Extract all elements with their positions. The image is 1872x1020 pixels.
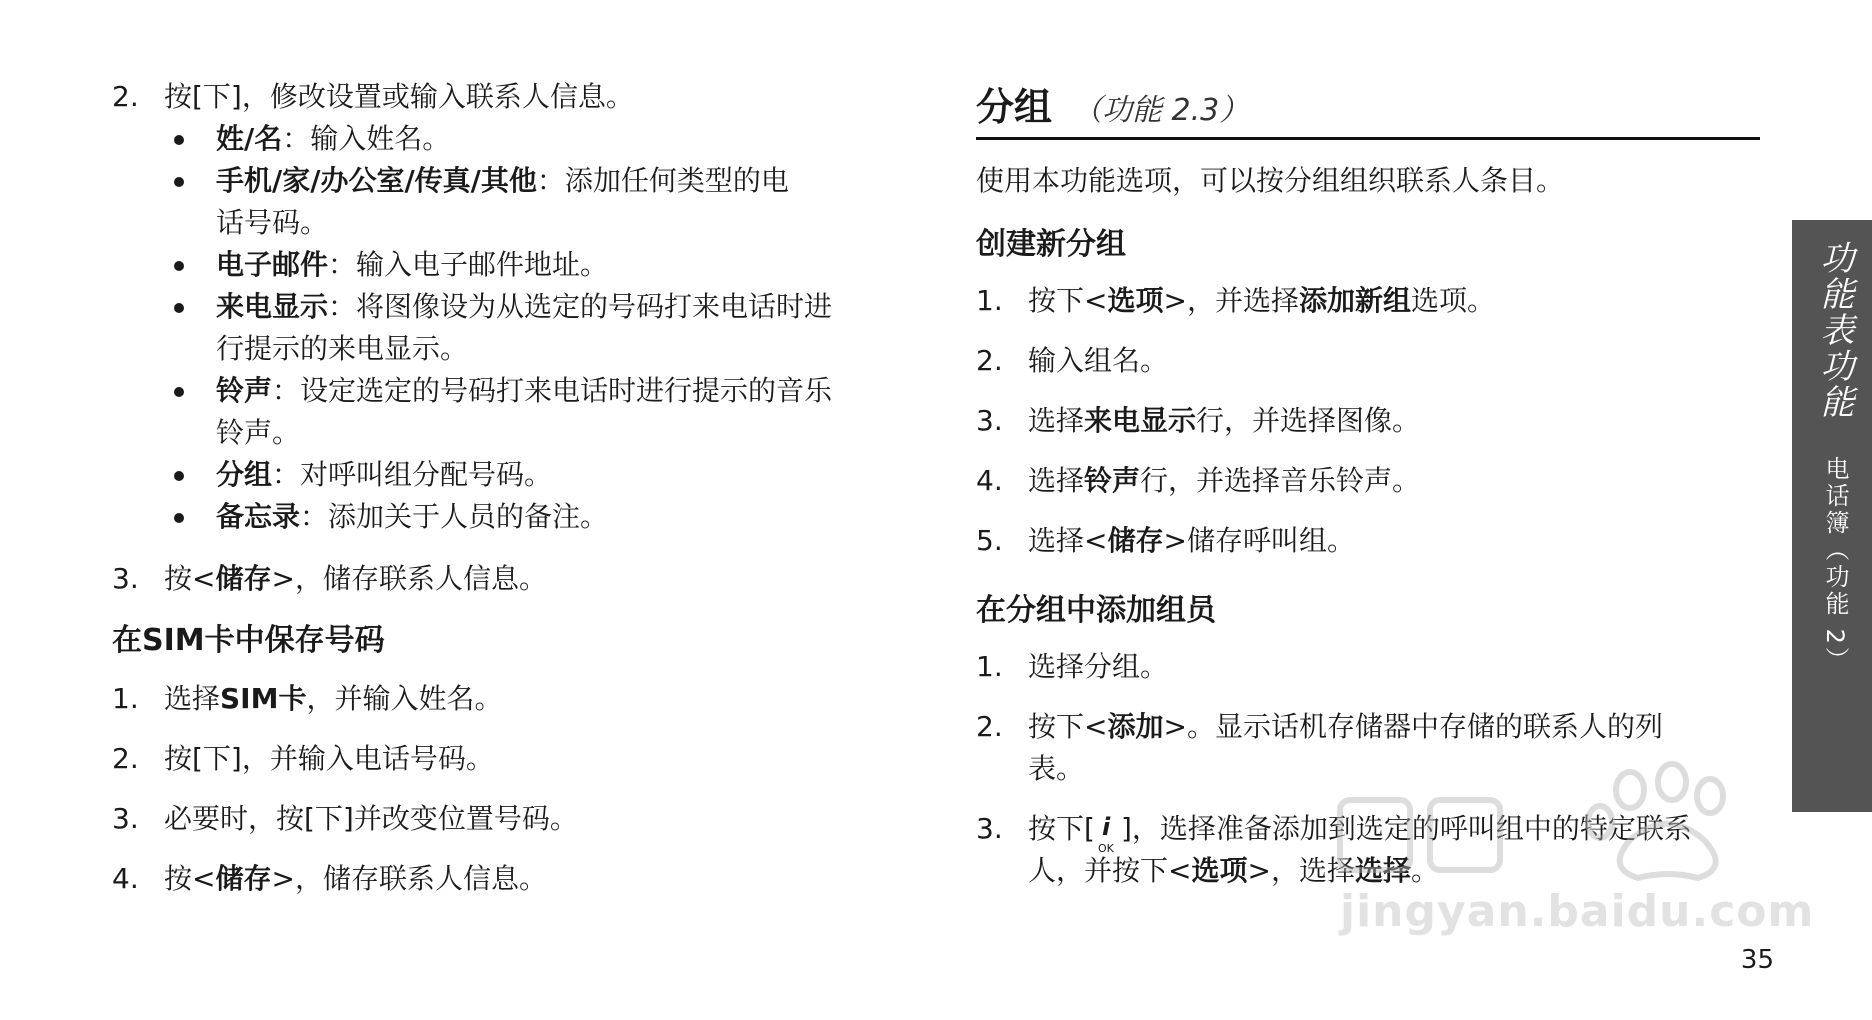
bullet-group <box>112 454 892 496</box>
step-2 <box>112 76 892 118</box>
sim-step-3 <box>112 798 892 840</box>
bullet-term: 来电显示 <box>216 290 329 323</box>
step-bold: 选项 <box>1191 854 1248 887</box>
create-group-heading: 创建新分组 <box>976 227 1126 262</box>
step-text: >。显示话机存储器中存储的联系人的列 <box>1163 710 1663 743</box>
step-text: 按下< <box>1028 284 1108 317</box>
step-text: >，储存联系人信息。 <box>271 862 547 895</box>
bullet-dot <box>174 513 184 523</box>
step-text: 选项。 <box>1410 284 1495 317</box>
bullet-dot <box>174 387 184 397</box>
add-step-3 <box>976 808 1760 892</box>
bullet-desc: ：对呼叫组分配号码。 <box>272 458 553 491</box>
step-text: 选择 <box>1028 404 1085 437</box>
create-step-5 <box>976 520 1760 562</box>
step-number: 2. <box>976 344 1003 377</box>
step-text: 按[下]，并输入电话号码。 <box>164 742 494 775</box>
left-column <box>112 76 892 900</box>
step-number: 3. <box>112 802 139 835</box>
create-step-4 <box>976 460 1760 502</box>
section-subtitle: （功能 2.3） <box>1072 93 1250 128</box>
step-text: 行，并选择音乐铃声。 <box>1140 464 1421 497</box>
add-member-heading: 在分组中添加组员 <box>976 593 1216 628</box>
step-text-cont: 。 <box>1410 854 1439 887</box>
bullet-term: 铃声 <box>216 374 273 407</box>
page-number: 35 <box>1740 945 1774 975</box>
bullet-name <box>112 118 892 160</box>
step-text: >，储存联系人信息。 <box>271 562 547 595</box>
step-number: 2. <box>976 710 1003 743</box>
section-intro: 使用本功能选项，可以按分组组织联系人条目。 <box>976 164 1565 197</box>
step-bold: 选择 <box>1354 854 1411 887</box>
bullet-term: 电子邮件 <box>216 248 329 281</box>
bullet-term: 分组 <box>216 458 273 491</box>
step-number: 4. <box>112 862 139 895</box>
step-text-cont: 人，并按下< <box>1028 854 1192 887</box>
step-text-cont: >，选择 <box>1247 854 1355 887</box>
bullet-desc: ：设定选定的号码打来电话时进行提示的音乐 <box>272 374 833 407</box>
step-bold: 储存 <box>215 562 272 595</box>
step-text: 必要时，按[下]并改变位置号码。 <box>164 802 578 835</box>
bullet-caller-id <box>112 286 892 370</box>
step-bold: 添加新组 <box>1298 284 1411 317</box>
step-text: 按< <box>164 862 216 895</box>
step-number: 4. <box>976 464 1003 497</box>
step-text: >，并选择 <box>1163 284 1299 317</box>
ok-key-i: i <box>1101 813 1111 841</box>
step-bold: 选项 <box>1107 284 1164 317</box>
ok-key-label: OK <box>1097 842 1114 855</box>
bullet-term: 备忘录 <box>216 500 301 533</box>
bullet-term: 姓/名 <box>216 122 283 155</box>
bullet-memo <box>112 496 892 538</box>
bullet-term: 手机/家/办公室/传真/其他 <box>216 164 537 197</box>
step-number: 1. <box>112 682 139 715</box>
bullet-ringtone <box>112 370 892 454</box>
step-text: 按[下]，修改设置或输入联系人信息。 <box>164 80 634 113</box>
sim-heading: 在SIM卡中保存号码 <box>112 623 385 658</box>
create-step-1 <box>976 280 1760 322</box>
bullet-desc-cont: 话号码。 <box>216 206 329 239</box>
add-step-1 <box>976 646 1760 688</box>
bullet-desc-cont: 行提示的来电显示。 <box>216 332 469 365</box>
step-number: 3. <box>976 812 1003 845</box>
bullet-email <box>112 244 892 286</box>
section-title: 分组 <box>976 85 1053 129</box>
field-list <box>112 118 892 538</box>
watermark-text: jingyan.baidu.com <box>1340 886 1815 937</box>
step-text: 按下[ <box>1028 812 1095 845</box>
bullet-dot <box>174 261 184 271</box>
step-text: 输入组名。 <box>1028 344 1169 377</box>
step-bold: 储存 <box>215 862 272 895</box>
bullet-desc: ：添加任何类型的电 <box>536 164 789 197</box>
bullet-dot <box>174 471 184 481</box>
step-text: 选择分组。 <box>1028 650 1169 683</box>
step-text: ]，选择准备添加到选定的呼叫组中的特定联系 <box>1120 812 1692 845</box>
sim-step-1 <box>112 678 892 720</box>
section-header <box>976 76 1760 140</box>
step-text: 行，并选择图像。 <box>1196 404 1421 437</box>
step-text: >储存呼叫组。 <box>1163 524 1355 557</box>
step-text: 按下< <box>1028 710 1108 743</box>
bullet-desc-cont: 铃声。 <box>216 416 301 449</box>
step-bold: 储存 <box>1107 524 1164 557</box>
step-number: 1. <box>976 650 1003 683</box>
right-column <box>976 76 1760 892</box>
step-number: 3. <box>976 404 1003 437</box>
bullet-desc: ：输入姓名。 <box>282 122 451 155</box>
chapter-side-tab <box>1792 220 1872 812</box>
sim-step-4 <box>112 858 892 900</box>
step-text: 选择< <box>1028 524 1108 557</box>
step-number: 1. <box>976 284 1003 317</box>
bullet-desc: ：添加关于人员的备注。 <box>300 500 609 533</box>
step-3 <box>112 558 892 600</box>
bullet-dot <box>174 135 184 145</box>
step-number: 2. <box>112 742 139 775</box>
step-bold: 添加 <box>1107 710 1164 743</box>
bullet-dot <box>174 177 184 187</box>
ok-key-icon <box>1095 810 1121 855</box>
create-step-3 <box>976 400 1760 442</box>
step-text: 选择 <box>164 682 221 715</box>
bullet-desc: ：将图像设为从选定的号码打来电话时进 <box>328 290 833 323</box>
sim-step-2 <box>112 738 892 780</box>
step-number: 3. <box>112 562 139 595</box>
bullet-desc: ：输入电子邮件地址。 <box>328 248 609 281</box>
step-bold: SIM卡 <box>220 682 307 715</box>
side-tab-title: 功能表功能 <box>1814 240 1854 420</box>
bullet-dot <box>174 303 184 313</box>
add-step-2 <box>976 706 1760 790</box>
step-text-cont: 表。 <box>1028 752 1085 785</box>
step-number: 2. <box>112 80 139 113</box>
side-tab-subtitle: 电话簿（功能 2） <box>1821 456 1849 674</box>
step-text: 选择 <box>1028 464 1085 497</box>
step-bold: 铃声 <box>1084 464 1141 497</box>
step-number: 5. <box>976 524 1003 557</box>
step-bold: 来电显示 <box>1084 404 1197 437</box>
step-text: 按< <box>164 562 216 595</box>
bullet-phone-types <box>112 160 892 244</box>
create-step-2 <box>976 340 1760 382</box>
step-text: ，并输入姓名。 <box>306 682 503 715</box>
